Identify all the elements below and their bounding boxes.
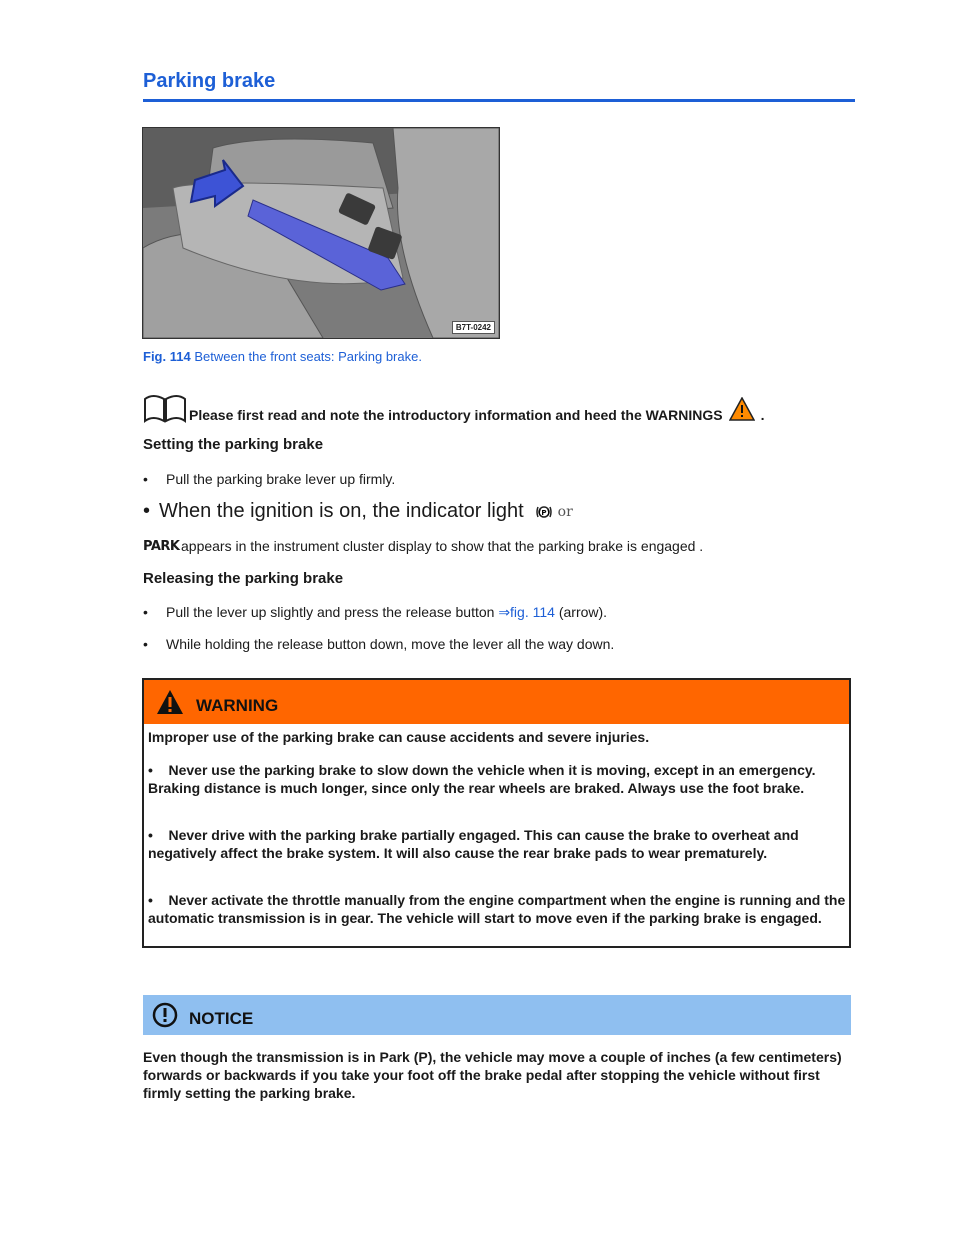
fig-114-link[interactable]: fig. 114 bbox=[510, 604, 555, 620]
list-item bbox=[143, 471, 395, 487]
figure-label: B7T-0242 bbox=[452, 321, 495, 334]
list-item bbox=[143, 500, 573, 523]
list-item-text: When the ignition is on, the indicator light bbox=[159, 500, 524, 522]
warning-icon bbox=[156, 689, 184, 715]
list-item-text: Pull the lever up slightly and press the release button ⇒fig. 114 (arrow). bbox=[166, 604, 608, 620]
warning-item: • Never activate the throttle manually from the engine compartment when the engine is running and the automatic transmission is in gear. The vehicle will start to move even if the parking brake is engaged. bbox=[148, 892, 846, 926]
park-indicator-icon: PARK bbox=[143, 538, 180, 554]
warning-item: • Never drive with the parking brake partially engaged. This can cause the brake to overheat and negatively affect the brake system. It will also cause the rear brake pads to wear prematurely. bbox=[148, 827, 799, 861]
park-text: appears in the instrument cluster display to show that the parking brake is engaged . bbox=[181, 538, 704, 554]
figure-caption bbox=[143, 349, 422, 364]
list-item-text: Pull the parking brake lever up firmly. bbox=[166, 471, 396, 487]
brake-indicator-icon bbox=[536, 504, 552, 520]
or-text: or bbox=[557, 503, 573, 520]
notice-title: NOTICE bbox=[189, 1009, 254, 1028]
svg-text:(P): (P) bbox=[537, 508, 550, 517]
intro-suffix: . bbox=[760, 407, 765, 423]
list-item bbox=[143, 636, 614, 652]
warning-title: WARNING bbox=[196, 696, 279, 715]
warning-header bbox=[144, 680, 849, 724]
bullet: • bbox=[143, 636, 148, 652]
page-title: Parking brake bbox=[143, 70, 855, 102]
notice-icon bbox=[151, 1001, 179, 1029]
figure-number: Fig. 114 bbox=[143, 349, 191, 364]
notice-header bbox=[143, 995, 851, 1035]
intro-note bbox=[143, 389, 765, 423]
intro-text: Please first read and note the introductory information and heed the WARNINGS bbox=[189, 407, 723, 423]
parking-brake-illustration bbox=[143, 128, 499, 338]
book-icon bbox=[143, 393, 187, 423]
bullet: • bbox=[143, 471, 148, 487]
figure-caption-text: Between the front seats: Parking brake. bbox=[194, 349, 422, 364]
list-item bbox=[143, 604, 607, 621]
park-line bbox=[143, 538, 703, 554]
warning-box bbox=[142, 678, 851, 948]
releasing-heading: Releasing the parking brake bbox=[143, 570, 344, 587]
warning-triangle-icon bbox=[729, 397, 755, 421]
arrow-symbol: ⇒ bbox=[498, 604, 511, 620]
bullet: • bbox=[143, 604, 148, 620]
list-item-text: While holding the release button down, move the lever all the way down. bbox=[166, 636, 615, 652]
warning-intro: Improper use of the parking brake can cause accidents and severe injuries. bbox=[148, 729, 650, 745]
parking-brake-figure bbox=[142, 127, 500, 339]
warning-item: • Never use the parking brake to slow down the vehicle when it is moving, except in an emergency. Braking distance is much longer, since only the rear wheels are braked. Always use the foot brake. bbox=[148, 762, 816, 796]
setting-heading: Setting the parking brake bbox=[143, 436, 324, 453]
bullet: • bbox=[143, 500, 151, 522]
notice-body: Even though the transmission is in Park (P), the vehicle may move a couple of inches (a few centimeters) forwards or backwards if you take your foot off the brake pedal after stopping the vehicle without first firmly setting the parking brake. bbox=[143, 1049, 842, 1101]
